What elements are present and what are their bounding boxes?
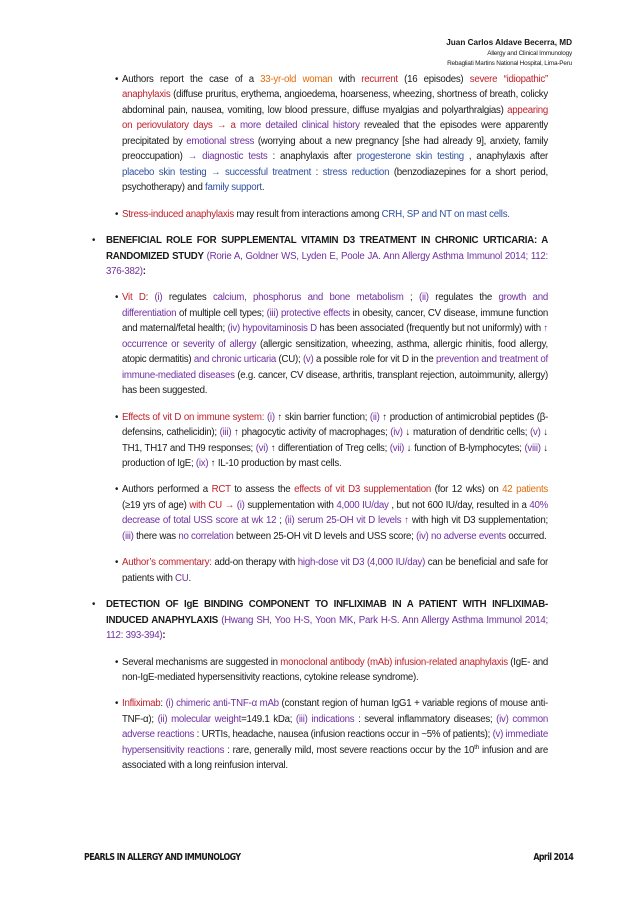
text-run: RCT: [211, 484, 231, 496]
text-run: (i): [266, 411, 275, 423]
bullet-stress-induced: [84, 207, 548, 222]
bullet-rct: [84, 482, 548, 544]
bullet-commentary: [84, 555, 548, 586]
text-run: : anaphylaxis after: [267, 151, 357, 163]
text-run: (CU);: [276, 354, 303, 366]
footer-title: PEARLS IN ALLERGY AND IMMUNOLOGY: [84, 852, 241, 863]
author-department: Allergy and Clinical Immunology: [487, 49, 572, 57]
text-run: stress reduction: [322, 166, 390, 178]
bullet-immune-effects: [84, 410, 548, 472]
text-run: (iv): [390, 427, 403, 439]
text-run: (constant region of human IgG1 + variable regions of mouse anti-TNF-α);: [122, 698, 548, 725]
text-run: (i): [236, 499, 245, 511]
text-run: with high vit D3 supplementation;: [408, 515, 548, 527]
bullet-vit-d: [84, 290, 548, 398]
text-run: → diagnostic tests: [187, 151, 268, 163]
text-run: CRH, SP and NT on mast cells.: [381, 208, 510, 220]
text-run: of multiple cell types;: [176, 307, 267, 319]
text-run: :: [162, 630, 166, 642]
text-run: (iv) no adverse events: [416, 530, 506, 542]
text-run: calcium, phosphorus and bone metabolism: [212, 292, 404, 304]
author-name: Juan Carlos Aldave Becerra, MD: [446, 38, 572, 47]
text-run: → successful treatment: [206, 166, 312, 178]
text-run: Authors report the case of a: [122, 74, 261, 85]
text-run: placebo skin testing: [122, 166, 207, 178]
text-run: :: [145, 292, 155, 304]
text-run: ↓ function of B-lymphocytes;: [404, 442, 525, 454]
footer-date: April 2014: [533, 852, 574, 863]
text-run: (iii) indications: [295, 713, 355, 725]
text-run: (iii): [122, 530, 134, 542]
text-run: (iv) common adverse reactions: [122, 713, 548, 741]
document-body: [84, 72, 548, 785]
text-run: to assess the: [230, 484, 295, 496]
text-run: 33-yr-old woman: [260, 74, 333, 85]
bullet-infliximab: [84, 696, 548, 773]
text-run: add-on therapy with: [211, 557, 298, 569]
text-run: Effects of vit D on immune system:: [122, 411, 265, 423]
text-run: infusion and are associated with a long reinfusion interval.: [122, 744, 548, 772]
text-run: :: [160, 698, 166, 710]
text-run: ↑ phagocytic activity of macrophages;: [231, 427, 391, 439]
text-run: : several inflammatory diseases;: [354, 713, 497, 725]
text-run: emotional stress: [186, 135, 255, 147]
text-run: Vit D: [122, 292, 146, 304]
text-run: (≥19 yrs of age): [122, 499, 190, 511]
text-run: , but not 600 IU/day, resulted in a: [388, 499, 530, 511]
text-run: ↑ production of antimicrobial peptides (β-defensins, cathelicidin);: [122, 411, 548, 439]
text-run: (i) chimeric anti-TNF-α mAb: [165, 698, 279, 710]
text-run: has been associated (frequently but not uniformly) with: [316, 323, 544, 335]
text-run: (v): [302, 354, 314, 366]
author-hospital: Rebagliati Martins National Hospital, Lima-Peru: [447, 60, 572, 67]
text-run: with: [332, 74, 362, 85]
text-run: prevention and treatment of immune-mediated diseases: [122, 354, 548, 381]
text-run: regulates: [162, 292, 213, 304]
text-run: (ii) molecular weight: [157, 713, 242, 725]
text-run: (vii): [389, 442, 405, 454]
text-run: ↓ maturation of dendritic cells;: [402, 427, 531, 439]
text-run: =149.1 kDa;: [241, 713, 296, 725]
text-run: Author’s commentary:: [122, 557, 212, 569]
text-run: ;: [276, 515, 285, 527]
text-run: Infliximab: [122, 698, 161, 710]
text-run: → a: [212, 120, 240, 132]
text-run: (ii): [369, 411, 380, 423]
text-run: Authors performed a: [122, 484, 212, 496]
text-run: Several mechanisms are suggested in: [122, 656, 281, 668]
text-run: (e.g. cancer, CV disease, arthritis, transplant rejection, autoimmunity, allergy) has been suggested.: [122, 369, 548, 397]
text-run: may result from interactions among: [233, 208, 382, 220]
text-run: (worrying about a new pregnancy [she had already 9], anxiety, family preoccupation): [122, 135, 548, 163]
text-run: there was: [133, 530, 179, 542]
text-run: 4,000 IU/day: [336, 499, 389, 511]
text-run: ;: [403, 292, 419, 304]
text-run: recurrent: [361, 74, 398, 85]
text-run: (Hwang SH, Yoo H-S, Yoon MK, Park H-S. Ann Allergy Asthma Immunol 2014; 112: 393-394): [106, 614, 548, 642]
text-run: (viii): [524, 442, 541, 454]
text-run: BENEFICIAL ROLE FOR SUPPLEMENTAL VITAMIN D3 TREATMENT IN CHRONIC URTICARIA: A RANDOMIZED STUDY: [106, 235, 548, 262]
text-run: ↑ occurrence or severity of allergy: [122, 323, 548, 350]
text-run: ↓ TH1, TH17 and TH9 responses;: [122, 427, 548, 454]
text-run: between 25-OH vit D levels and USS score;: [233, 530, 417, 542]
text-run: , anaphylaxis after: [463, 151, 548, 163]
text-run: more detailed clinical history: [239, 120, 360, 132]
text-run: (ii) serum 25-OH vit D levels ↑: [284, 515, 409, 527]
text-run: (i): [154, 292, 163, 304]
page-header: [446, 38, 572, 70]
text-run: Stress-induced anaphylaxis: [122, 208, 234, 220]
text-run: (iv) hypovitaminosis D: [227, 323, 317, 335]
text-run: (allergic sensitization, wheezing, asthma, allergic rhinitis, food allergy, atopic dermatitis): [122, 338, 548, 366]
text-run: : URTIs, headache, nausea (infusion reactions occur in ~5% of patients);: [194, 729, 493, 741]
text-run: no correlation: [178, 530, 234, 542]
text-run: with CU →: [189, 499, 237, 511]
text-run: ↓ production of IgE;: [122, 442, 549, 469]
text-run: (IgE- and non-IgE-mediated hypersensitivity reactions, cytokine release syndrome).: [122, 656, 548, 683]
text-run: in obesity, cancer, CV disease, immune function and maternal/fetal health;: [122, 307, 548, 335]
text-run: : rare, generally mild, most severe reactions occur by the 10: [224, 744, 475, 756]
text-run: revealed that the episodes were apparently precipitated by: [122, 120, 549, 147]
text-run: (v): [530, 427, 541, 439]
text-run: th: [474, 743, 480, 751]
section-heading-vitamin-d: [84, 233, 548, 279]
text-run: .: [188, 572, 191, 584]
text-run: 40% decrease of total USS score at wk 12: [122, 499, 549, 527]
text-run: supplementation with: [244, 499, 337, 511]
text-run: and chronic urticaria: [193, 354, 277, 366]
text-run: can be beneficial and safe for patients with: [122, 557, 548, 584]
text-run: growth and differentiation: [122, 292, 548, 319]
text-run: (benzodiazepines for a short period, psychotherapy) and: [122, 166, 548, 194]
text-run: progesterone skin testing: [356, 151, 464, 163]
text-run: (ix): [195, 457, 209, 469]
text-run: (ii): [418, 292, 429, 304]
text-run: (diffuse pruritus, erythema, angioedema, hoarseness, wheezing, shortness of breath, colicky abdominal pain, nausea, vomiting, low blood pressure, diffuse myalgias and polyarthralgias): [122, 89, 548, 116]
text-run: ↑ differentiation of Treg cells;: [268, 442, 390, 454]
text-run: (for 12 wks) on: [430, 484, 503, 496]
section-heading-infliximab: [84, 597, 548, 643]
text-run: (16 episodes): [397, 74, 470, 85]
text-run: 42 patients: [502, 484, 548, 496]
text-run: family support: [205, 182, 262, 194]
text-run: occurred.: [505, 530, 547, 542]
bullet-mechanisms: [84, 655, 548, 686]
text-run: DETECTION OF IgE BINDING COMPONENT TO INFLIXIMAB IN A PATIENT WITH INFLIXIMAB-INDUCED ANAPHYLAXIS: [106, 599, 548, 626]
text-run: regulates the: [428, 292, 499, 304]
text-run: a possible role for vit D in the: [313, 354, 437, 366]
text-run: (iii) protective effects: [266, 307, 350, 319]
text-run: :: [142, 265, 146, 277]
text-run: appearing on periovulatory days: [122, 104, 548, 132]
text-run: (vi): [255, 442, 269, 454]
text-run: effects of vit D3 supplementation: [294, 484, 431, 496]
bullet-case-report: [84, 72, 548, 196]
text-run: :: [311, 166, 323, 178]
text-run: CU: [175, 572, 189, 584]
text-run: (v) immediate hypersensitivity reactions: [122, 729, 548, 756]
text-run: ↑ skin barrier function;: [274, 411, 370, 423]
text-run: severe “idiopathic” anaphylaxis: [122, 74, 548, 101]
text-run: (Rorie A, Goldner WS, Lyden E, Poole JA. Ann Allergy Asthma Immunol 2014; 112: 376-382): [106, 250, 548, 277]
text-run: monoclonal antibody (mAb) infusion-related anaphylaxis: [280, 656, 508, 668]
text-run: (iii): [219, 427, 232, 439]
text-run: ↑ IL-10 production by mast cells.: [208, 457, 342, 469]
text-run: high-dose vit D3 (4,000 IU/day): [297, 557, 426, 569]
text-run: .: [261, 182, 265, 194]
